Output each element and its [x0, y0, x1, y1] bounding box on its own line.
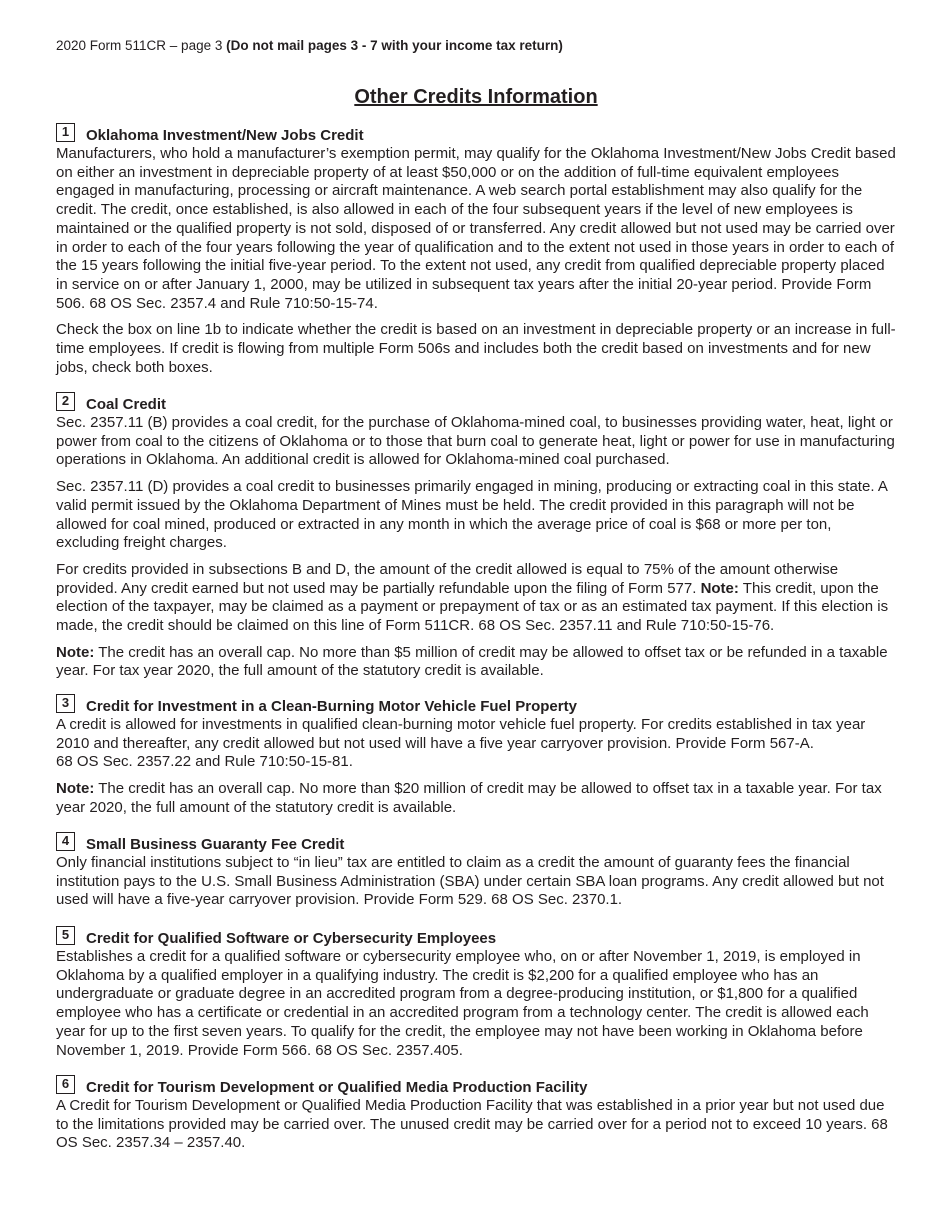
page-header	[56, 38, 563, 53]
section-paragraph: Sec. 2357.11 (B) provides a coal credit, for the purchase of Oklahoma-mined coal, to businesses providing water, heat, light or power from coal to the citizens of Oklahoma or to those that burn coal to generate heat, light or power for use in manufacturing operations in Oklahoma. An additional credit is allowed for Oklahoma-mined coal purchased.	[56, 414, 895, 469]
header-form-label: 2020 Form 511CR – page 3	[56, 38, 227, 53]
section-paragraph: Check the box on line 1b to indicate whether the credit is based on an investment in depreciable property or an increase in full-time employees. If credit is flowing from multiple Form 506s and includes both the credit based on investments and for new jobs, check both boxes.	[56, 321, 896, 376]
section-2	[56, 392, 896, 689]
section-title: Coal Credit	[86, 396, 167, 413]
header-mail-warning: (Do not mail pages 3 - 7 with your income tax return)	[226, 38, 563, 53]
section-paragraph: For credits provided in subsections B and D, the amount of the credit allowed is equal to 75% of the amount otherwise provided. Any credit earned but not used may be partially refundable upon the filing of Form 577. Note: This credit, upon the election of the taxpayer, may be claimed as a payment or prepayment of tax or as an estimated tax payment. If this election is made, the credit should be claimed on this line of Form 511CR. 68 OS Sec. 2357.11 and Rule 710:50-15-76.	[56, 560, 889, 635]
page-title: Other Credits Information	[354, 86, 598, 108]
section-paragraph: Establishes a credit for a qualified software or cybersecurity employee who, on or after November 1, 2019, is employed in Oklahoma by a qualified employer in a qualifying industry. The credit is $2,200 for a qualified employee who has an undergraduate or graduate degree in an accredited program from a degree-producing institution, or $1,800 for a qualified employee who has a certificate or credential in an accredited program from a technology center. The credit is allowed each year for up to the first seven years. To qualify for the credit, the employee may not have been working in Oklahoma before November 1, 2019. Provide Form 566. 68 OS Sec. 2357.405.	[56, 948, 869, 1059]
section-paragraph: Manufacturers, who hold a manufacturer’s exemption permit, may qualify for the Oklahoma Investment/New Jobs Credit based on either an investment in depreciable property of at least $50,000 or on the addition of full-time equivalent employees engaged in manufacturing, processing or aircraft maintenance. A web search portal establishment may also qualify for the credit. The credit, once established, is also allowed in each of the four subsequent years if the level of new employees is maintained or the qualified property is not sold, disposed of or transferred. Any credit allowed but not used may be carried over in order to each of the four years following the year of qualification and to the extent not used in those years in order to each of the 15 years following the initial five-year period. To the extent not used, any credit from qualified depreciable property placed in service on or after January 1, 2000, may be utilized in subsequent tax years after the initial 20-year period. Provide Form 506. 68 OS Sec. 2357.4 and Rule 710:50-15-74.	[56, 145, 896, 312]
section-number-box: 6	[56, 1075, 75, 1094]
note-label: Note:	[56, 643, 95, 661]
note-label: Note:	[56, 780, 95, 798]
section-number-box: 3	[56, 694, 75, 713]
section-1	[56, 123, 896, 385]
section-4	[56, 832, 896, 918]
section-paragraph: A Credit for Tourism Development or Qualified Media Production Facility that was established in a prior year but not used due to the limitations provided may be carried over. The unused credit may be carried over for a period not to exceed 10 years. 68 OS Sec. 2357.34 – 2357.40.	[56, 1097, 888, 1152]
section-title: Oklahoma Investment/New Jobs Credit	[86, 127, 364, 144]
section-title: Small Business Guaranty Fee Credit	[86, 836, 345, 853]
section-title: Credit for Qualified Software or Cybersecurity Employees	[86, 930, 497, 947]
section-6	[56, 1075, 896, 1161]
section-number-box: 5	[56, 926, 75, 945]
section-paragraph: Sec. 2357.11 (D) provides a coal credit to businesses primarily engaged in mining, producing or extracting coal in this state. A valid permit issued by the Oklahoma Department of Mines must be held. The credit provided in this paragraph will not be allowed for coal mined, produced or extracted in any month in which the average price of coal is $68 or more per ton, excluding freight charges.	[56, 478, 887, 552]
section-title: Credit for Investment in a Clean-Burning Motor Vehicle Fuel Property	[86, 698, 577, 715]
section-number-box: 4	[56, 832, 75, 851]
section-paragraph: Note: The credit has an overall cap. No more than $5 million of credit may be allowed to offset tax or be refunded in a taxable year. For tax year 2020, the full amount of the statutory credit is available.	[56, 643, 888, 680]
section-5	[56, 926, 896, 1068]
section-paragraph: A credit is allowed for investments in qualified clean-burning motor vehicle fuel property. For credits established in tax year 2010 and thereafter, any credit allowed but not used will have a five year carryover provision. Provide Form 567-A. 68 OS Sec. 2357.22 and Rule 710:50-15-81.	[56, 716, 866, 771]
section-title: Credit for Tourism Development or Qualified Media Production Facility	[86, 1079, 588, 1096]
section-3	[56, 694, 896, 826]
section-paragraph: Note: The credit has an overall cap. No more than $20 million of credit may be allowed to offset tax in a taxable year. For tax year 2020, the full amount of the statutory credit is available.	[56, 780, 882, 816]
section-number-box: 2	[56, 392, 75, 411]
section-number-box: 1	[56, 123, 75, 142]
note-label: Note:	[700, 579, 739, 597]
section-paragraph: Only financial institutions subject to “in lieu” tax are entitled to claim as a credit the amount of guaranty fees the financial institution pays to the U.S. Small Business Administration (SBA) under certain SBA loan programs. Any credit allowed but not used will have a five-year carryover provision. Provide Form 529. 68 OS Sec. 2370.1.	[56, 854, 884, 909]
